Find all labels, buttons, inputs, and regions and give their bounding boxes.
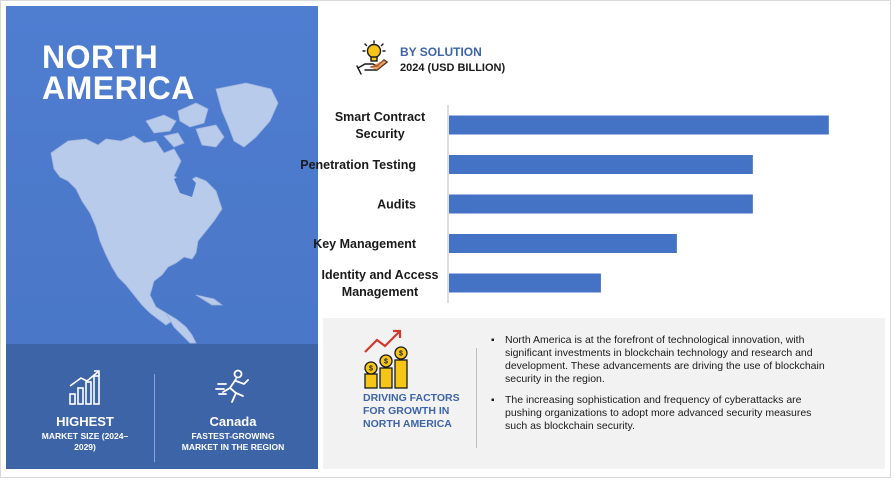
drivers-title: DRIVING FACTORS FOR GROWTH IN NORTH AMERICA [363, 392, 460, 430]
svg-text:$: $ [399, 350, 403, 358]
region-panel [6, 6, 318, 469]
bullet-icon: ▪ [491, 395, 495, 406]
runner-icon [214, 368, 252, 406]
stat-highest-title: HIGHEST [56, 414, 114, 429]
bar [449, 274, 601, 293]
bullet-icon: ▪ [491, 335, 495, 346]
stat-highest-subtitle: MARKET SIZE (2024– 2029) [41, 431, 129, 452]
stat-fastest-title: Canada [209, 414, 257, 429]
bar [449, 234, 677, 253]
category-label: Penetration Testing [300, 158, 416, 172]
category-label: Identity and Access Management [321, 268, 439, 299]
lightbulb-hand-icon [355, 40, 391, 76]
bar-growth-icon [67, 368, 103, 406]
svg-text:$: $ [369, 365, 373, 373]
stats-divider [154, 374, 155, 462]
region-title: NORTH AMERICA [42, 39, 195, 106]
drivers-divider [476, 348, 477, 448]
chart-title: BY SOLUTION [400, 45, 482, 59]
driving-factors-panel [323, 318, 885, 469]
stat-fastest [160, 366, 306, 453]
chart-subtitle: 2024 (USD BILLION) [400, 62, 506, 74]
svg-text:$: $ [384, 358, 388, 366]
driver-text: North America is at the forefront of technological innovation, with significant investments in blockchain technology and research and development. These advancements are driving the use of blockchain security in the region. [505, 334, 825, 385]
bar [449, 116, 829, 135]
stat-fastest-subtitle: FASTEST-GROWING MARKET IN THE REGION [181, 431, 285, 452]
coins-growth-icon [363, 328, 413, 390]
driver-item [489, 334, 829, 386]
drivers-list [489, 334, 829, 441]
region-stats [6, 344, 318, 469]
driver-item [489, 394, 829, 433]
stat-highest [12, 366, 158, 453]
north-america-map-icon [46, 81, 286, 346]
bar [449, 195, 753, 214]
region-header [6, 6, 318, 344]
category-label: Smart Contract Security [334, 110, 426, 141]
driver-text: The increasing sophistication and frequency of cyberattacks are pushing organizations to adopt more advanced security measures such as blockchain security. [505, 394, 812, 432]
chart-header [355, 40, 655, 80]
category-label: Audits [377, 197, 416, 212]
bar [449, 155, 753, 174]
category-label: Key Management [313, 237, 416, 251]
solution-bar-chart [300, 100, 860, 305]
